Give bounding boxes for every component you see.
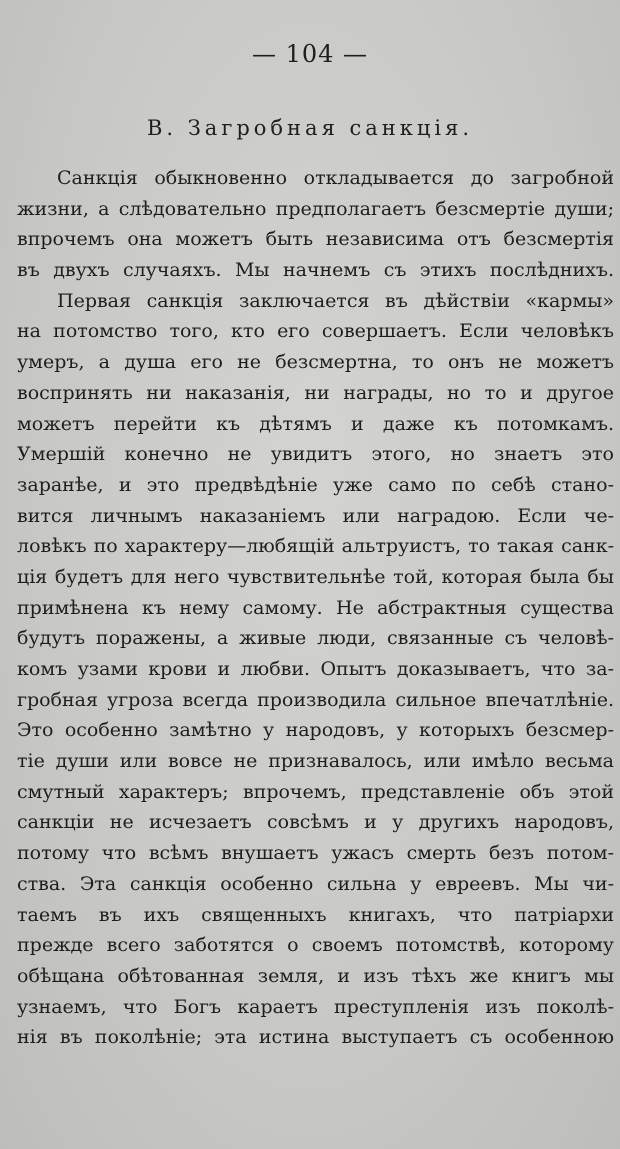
text-line: гробная угроза всегда производила сильное впечатлѣніе.	[17, 688, 614, 711]
text-line: въ двухъ случаяхъ. Мы начнемъ съ этихъ послѣднихъ.	[17, 259, 614, 282]
text-line: воспринять ни наказанія, ни награды, но то и другое	[17, 381, 614, 404]
text-line: впрочемъ она можетъ быть независима отъ безсмертія	[17, 228, 614, 251]
text-line: потому что всѣмъ внушаетъ ужасъ смерть безъ потом-	[17, 842, 614, 865]
text-line: будутъ поражены, а живые люди, связанные съ человѣ-	[17, 627, 614, 650]
text-line: Умершій конечно не увидитъ этого, но знаетъ это	[17, 443, 614, 466]
text-line: на потомство того, кто его совершаетъ. Если человѣкъ	[17, 320, 614, 343]
text-line: умеръ, а душа его не безсмертна, то онъ не можетъ	[17, 351, 614, 374]
text-line: таемъ въ ихъ священныхъ книгахъ, что патріархи	[17, 903, 614, 926]
body-text	[17, 163, 614, 1053]
text-line: прежде всего заботятся о своемъ потомствѣ, которому	[17, 934, 614, 957]
text-line: обѣщана обѣтованная земля, и изъ тѣхъ же книгъ мы	[17, 964, 614, 987]
text-line: санкціи не исчезаетъ совсѣмъ и у другихъ народовъ,	[17, 811, 614, 834]
text-line: нія въ поколѣніе; эта истина выступаетъ съ особенною	[17, 1026, 614, 1049]
text-line: узнаемъ, что Богъ караетъ преступленія изъ поколѣ-	[17, 995, 614, 1018]
page-number: — 104 —	[251, 40, 369, 68]
text-line: вится личнымъ наказаніемъ или наградою. Если че-	[17, 504, 614, 527]
text-line: ловѣкъ по характеру—любящій альтруистъ, то такая санк-	[17, 535, 614, 558]
text-line: тіе души или вовсе не признавалось, или имѣло весьма	[17, 750, 614, 773]
text-line: Санкція обыкновенно откладывается до загробной	[57, 167, 614, 189]
text-line: Это особенно замѣтно у народовъ, у которыхъ безсмер-	[17, 719, 614, 742]
text-line: Первая санкція заключается въ дѣйствіи «кармы»	[57, 289, 614, 312]
text-line: можетъ перейти къ дѣтямъ и даже къ потомкамъ.	[17, 412, 614, 435]
text-line: примѣнена къ нему самому. Не абстрактныя существа	[17, 596, 614, 619]
text-line: заранѣе, и это предвѣдѣніе уже само по себѣ стано-	[17, 473, 614, 496]
text-line: комъ узами крови и любви. Опытъ доказываетъ, что за-	[17, 658, 614, 680]
text-line: ція будетъ для него чувствительнѣе той, которая была бы	[17, 565, 614, 588]
text-line: ства. Эта санкція особенно сильна у евреевъ. Мы чи-	[17, 872, 614, 895]
text-line: жизни, а слѣдовательно предполагаетъ безсмертіе души;	[17, 197, 614, 220]
section-title: В. Загробная санкція.	[146, 116, 474, 140]
text-line: смутный характеръ; впрочемъ, представленіе объ этой	[17, 780, 614, 803]
